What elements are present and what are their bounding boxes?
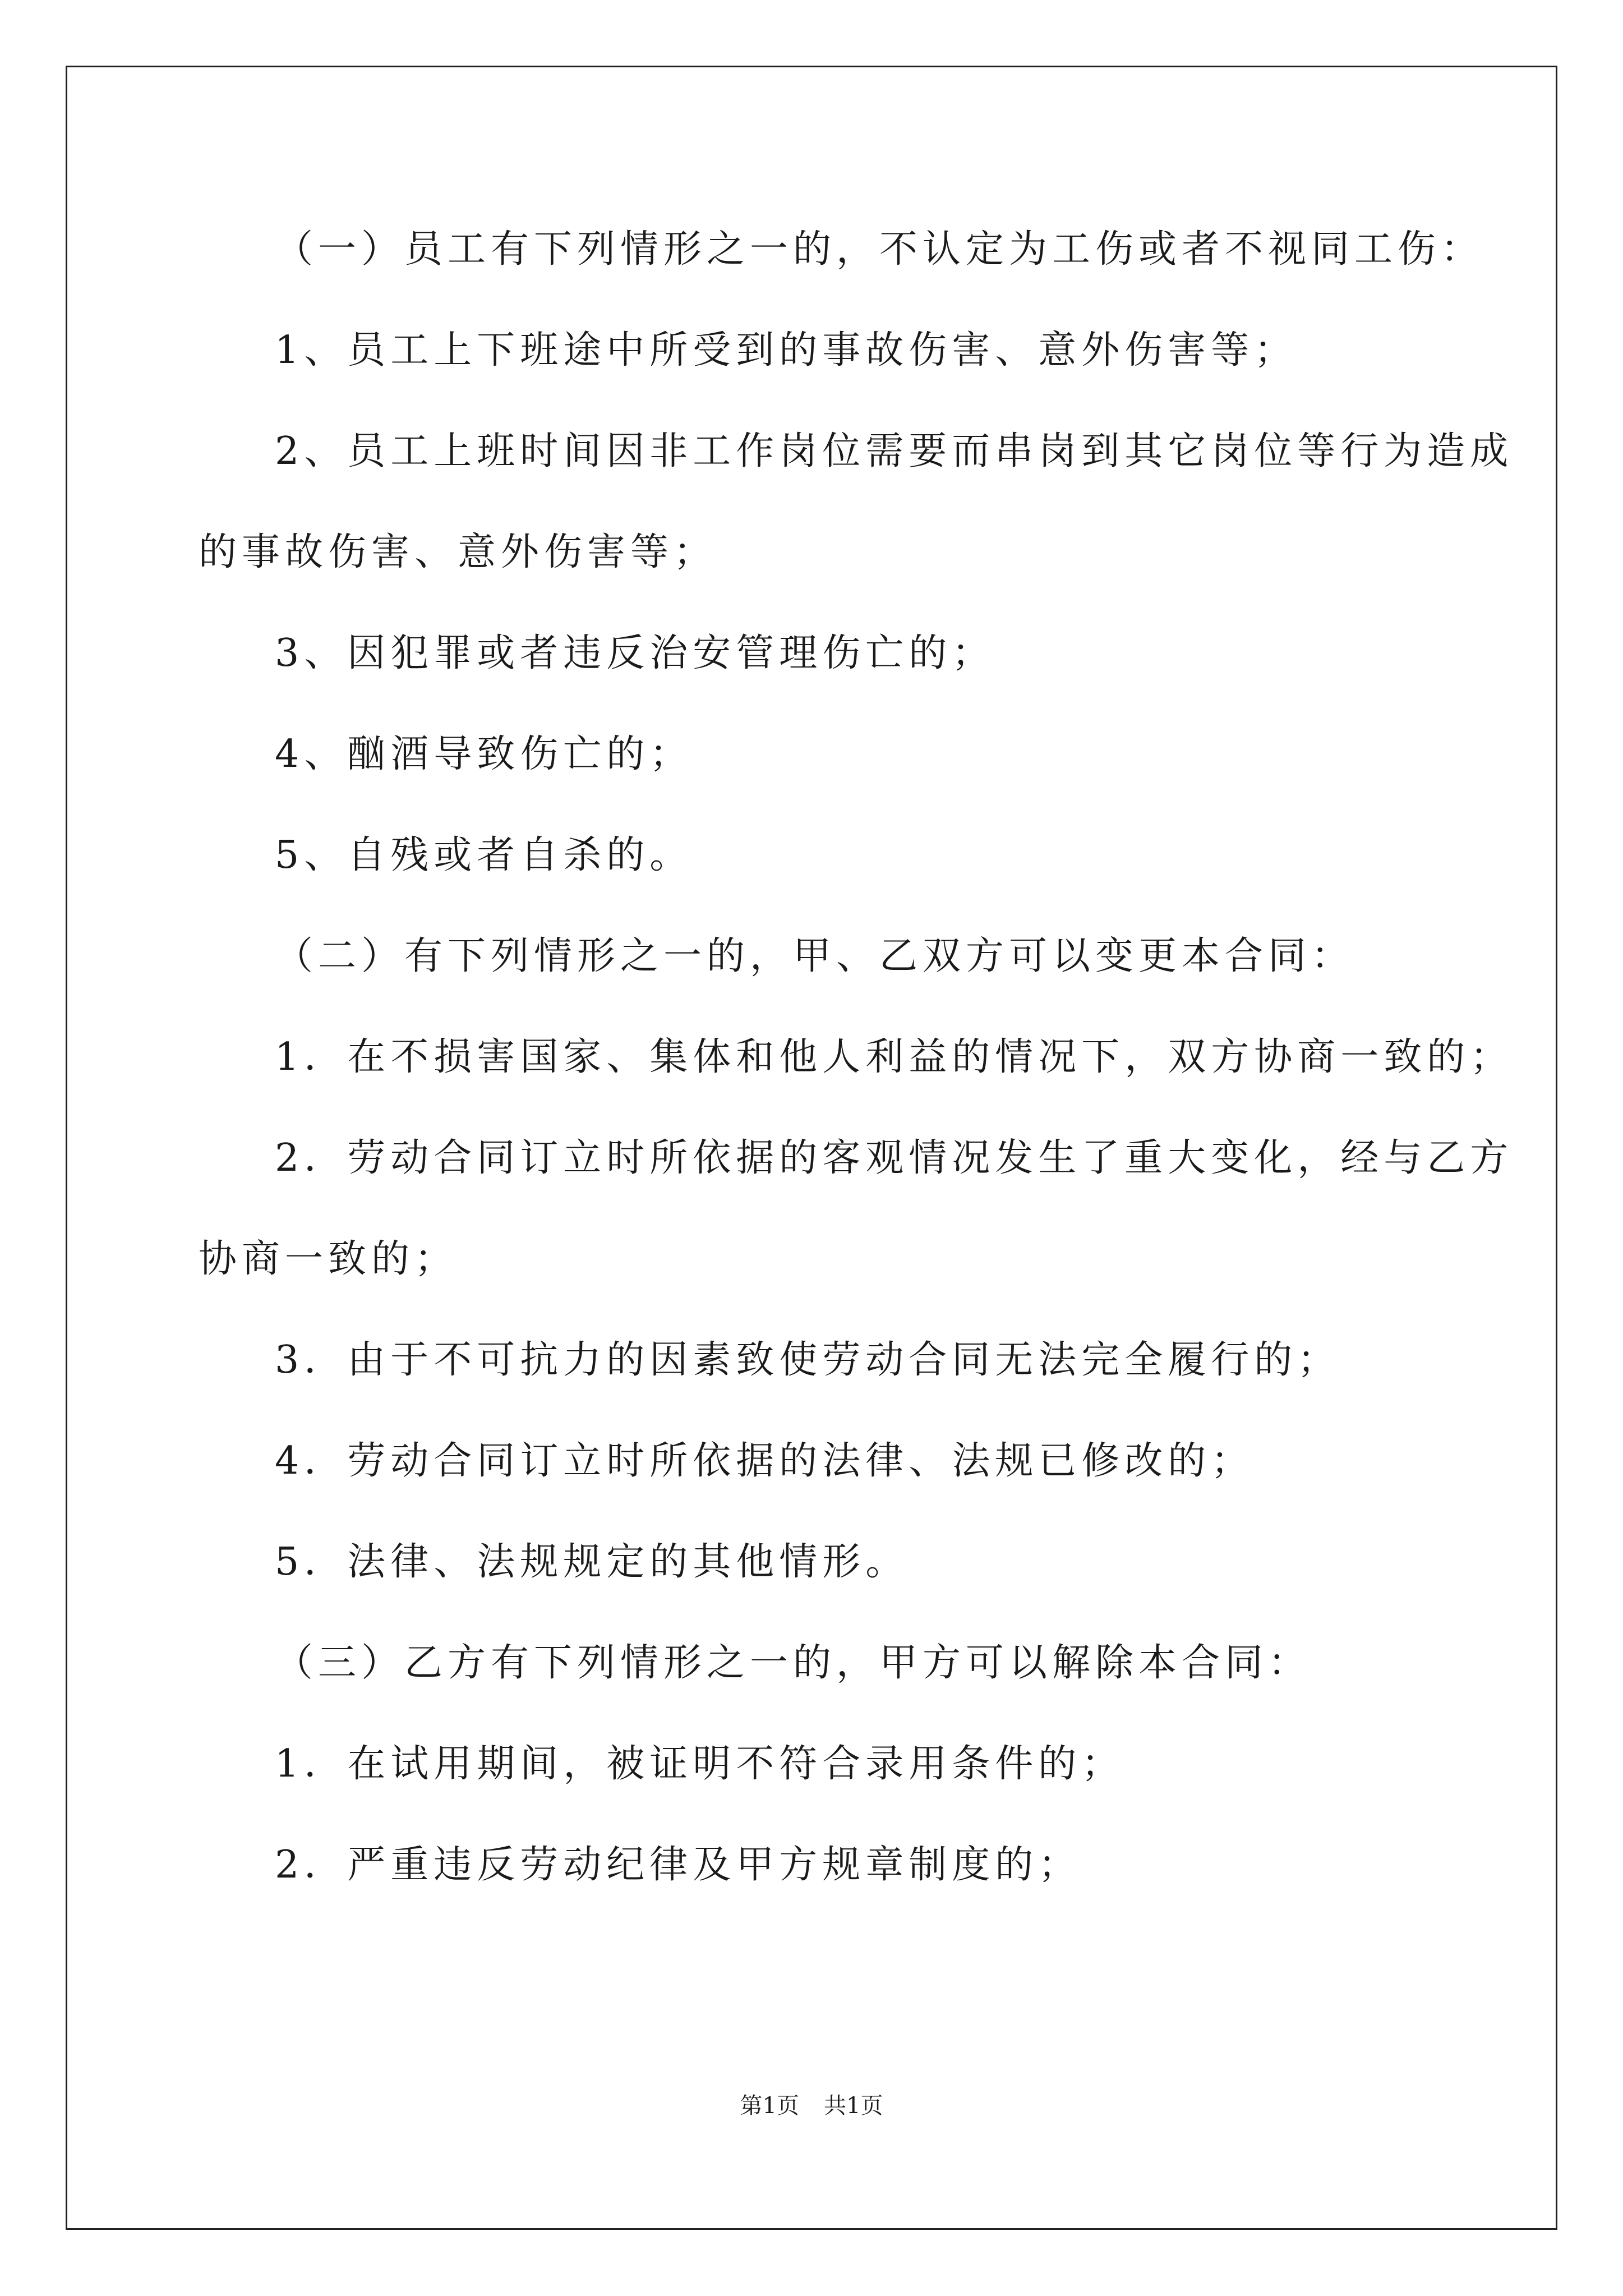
paragraph: （三）乙方有下列情形之一的，甲方可以解除本合同： [275, 1641, 1312, 1685]
paragraph: 2、员工上班时间因非工作岗位需要而串岗到其它岗位等行为造成 [275, 429, 1514, 473]
document-body [199, 199, 1514, 1916]
paragraph: 4．劳动合同订立时所依据的法律、法规已修改的； [275, 1439, 1255, 1483]
paragraph: （一）员工有下列情形之一的，不认定为工伤或者不视同工伤： [275, 227, 1484, 272]
paragraph: 1、员工上下班途中所受到的事故伤害、意外伤害等； [275, 328, 1298, 372]
page-number: 第1页 [740, 2093, 799, 2119]
paragraph: 1．在不损害国家、集体和他人利益的情况下，双方协商一致的； [275, 1035, 1514, 1079]
paragraph: 2．劳动合同订立时所依据的客观情况发生了重大变化，经与乙方 [275, 1136, 1514, 1180]
paragraph: 协商一致的； [199, 1237, 458, 1281]
paragraph: 的事故伤害、意外伤害等； [199, 530, 717, 574]
page-total: 共1页 [824, 2093, 883, 2119]
paragraph: 2．严重违反劳动纪律及甲方规章制度的； [275, 1843, 1082, 1887]
paragraph: 5、自残或者自杀的。 [275, 833, 693, 877]
paragraph: 3、因犯罪或者违反治安管理伤亡的； [275, 631, 995, 675]
paragraph: 1．在试用期间，被证明不符合录用条件的； [275, 1742, 1125, 1786]
paragraph: 4、酗酒导致伤亡的； [275, 732, 693, 776]
paragraph: 5．法律、法规规定的其他情形。 [275, 1540, 909, 1584]
page-footer [0, 2088, 1623, 2120]
paragraph: 3．由于不可抗力的因素致使劳动合同无法完全履行的； [275, 1338, 1341, 1382]
paragraph: （二）有下列情形之一的，甲、乙双方可以变更本合同： [275, 934, 1355, 978]
